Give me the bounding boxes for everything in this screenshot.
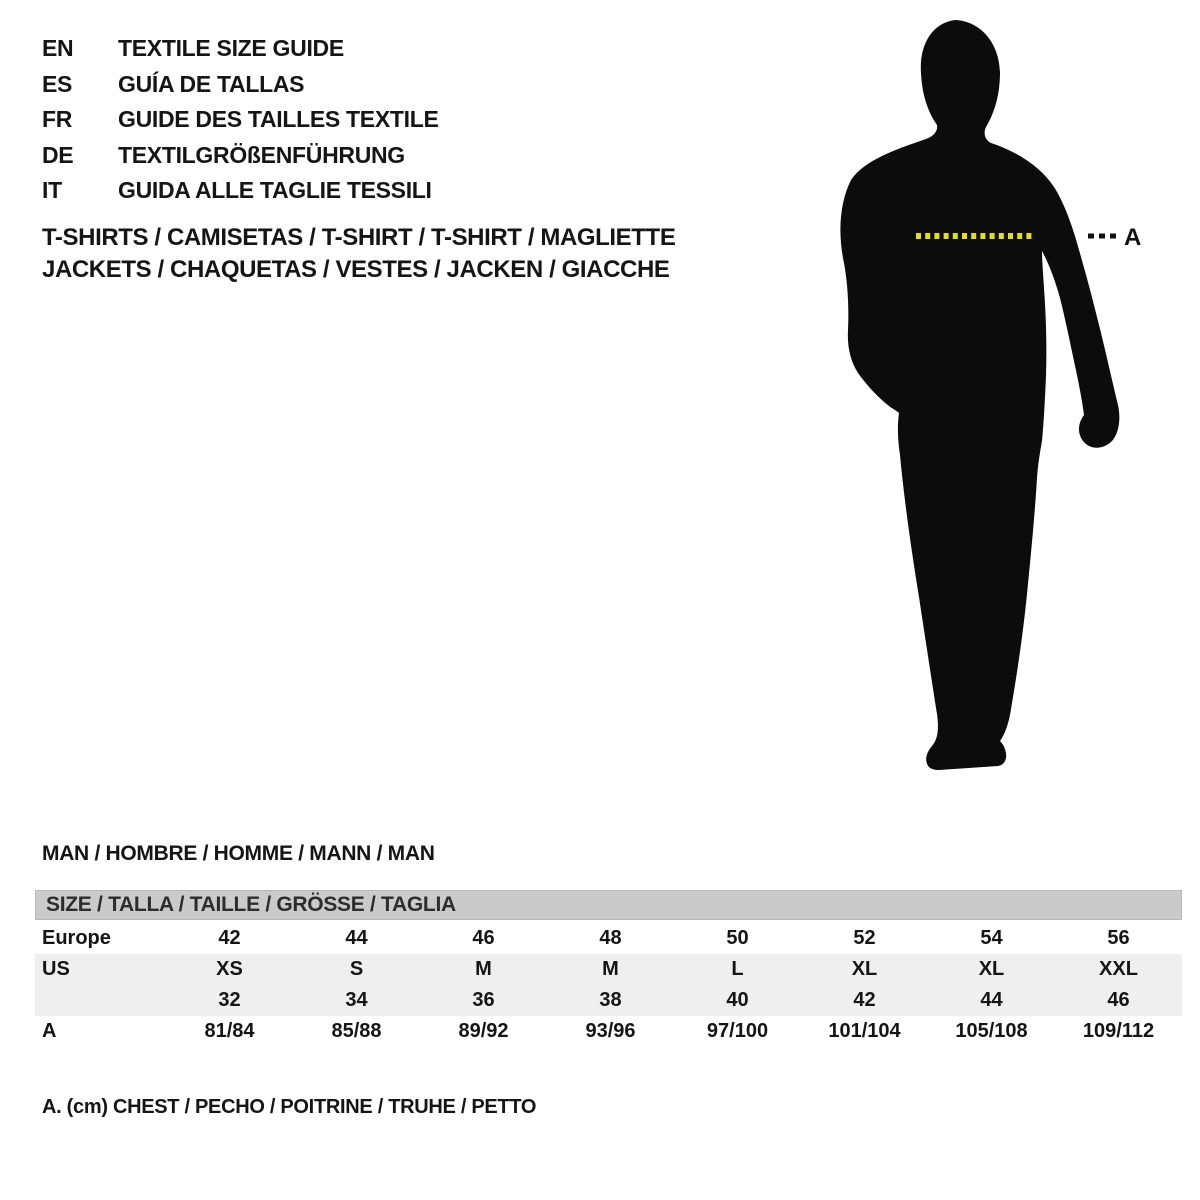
category-line: JACKETS / CHAQUETAS / VESTES / JACKEN / GIACCHE [42,256,670,283]
size-value: 89/92 [458,1020,509,1042]
size-value: 40 [726,989,749,1011]
size-value: M [475,958,492,980]
row-label: A [42,1020,57,1042]
size-value: 52 [853,927,876,949]
language-code: ES [42,70,73,97]
size-value: 93/96 [585,1020,636,1042]
size-value: S [349,958,364,980]
language-title: TEXTILGRÖßENFÜHRUNG [118,141,405,168]
language-code: EN [42,35,74,61]
size-table-rows [35,923,1182,1047]
size-value: 44 [345,927,368,949]
language-title: GUIDA ALLE TAGLIE TESSILI [118,177,432,203]
language-code: DE [42,141,74,168]
size-value: XL [978,958,1005,980]
size-value: 32 [218,989,241,1011]
size-value: 85/88 [331,1020,382,1042]
size-table [35,890,1182,1047]
language-title: GUÍA DE TALLAS [118,70,305,97]
size-value: 97/100 [706,1020,769,1042]
size-table-header: SIZE / TALLA / TAILLE / GRÖSSE / TAGLIA [35,890,1182,920]
size-value: 101/104 [828,1020,901,1042]
size-value: 44 [980,989,1003,1011]
size-value: 38 [599,989,622,1011]
size-value: 34 [345,989,368,1011]
category-line: T-SHIRTS / CAMISETAS / T-SHIRT / T-SHIRT / MAGLIETTE [42,224,676,251]
table-row [35,985,1182,1016]
size-value: 81/84 [204,1020,255,1042]
size-value: 42 [218,927,241,949]
row-label [35,985,166,1016]
man-silhouette [840,20,1119,770]
row-label: Europe [42,927,111,949]
size-value: 54 [980,927,1003,949]
size-value: 42 [853,989,876,1011]
size-value: XXL [1099,958,1138,980]
size-value: 36 [472,989,495,1011]
language-title: GUIDE DES TAILLES TEXTILE [118,106,439,132]
language-code: IT [42,177,62,203]
size-value: 46 [472,927,495,949]
size-value: XL [851,958,878,980]
size-value: 56 [1107,927,1130,949]
size-value: 105/108 [955,1020,1028,1042]
size-value: M [602,958,619,980]
table-row [35,1016,1182,1047]
row-label: US [42,958,70,980]
table-row [35,923,1182,954]
measure-label-a: A [1124,224,1142,251]
size-value: 46 [1107,989,1130,1011]
language-code: FR [42,106,73,132]
language-title: TEXTILE SIZE GUIDE [118,35,344,61]
table-row [35,954,1182,985]
gender-heading: MAN / HOMBRE / HOMME / MANN / MAN [42,842,435,865]
size-value: 50 [726,927,749,949]
size-value: 109/112 [1082,1020,1155,1042]
size-value: L [731,958,744,980]
size-value: 48 [599,927,622,949]
size-value: XS [216,958,243,980]
measurement-footnote: A. (cm) CHEST / PECHO / POITRINE / TRUHE / PETTO [42,1096,537,1118]
